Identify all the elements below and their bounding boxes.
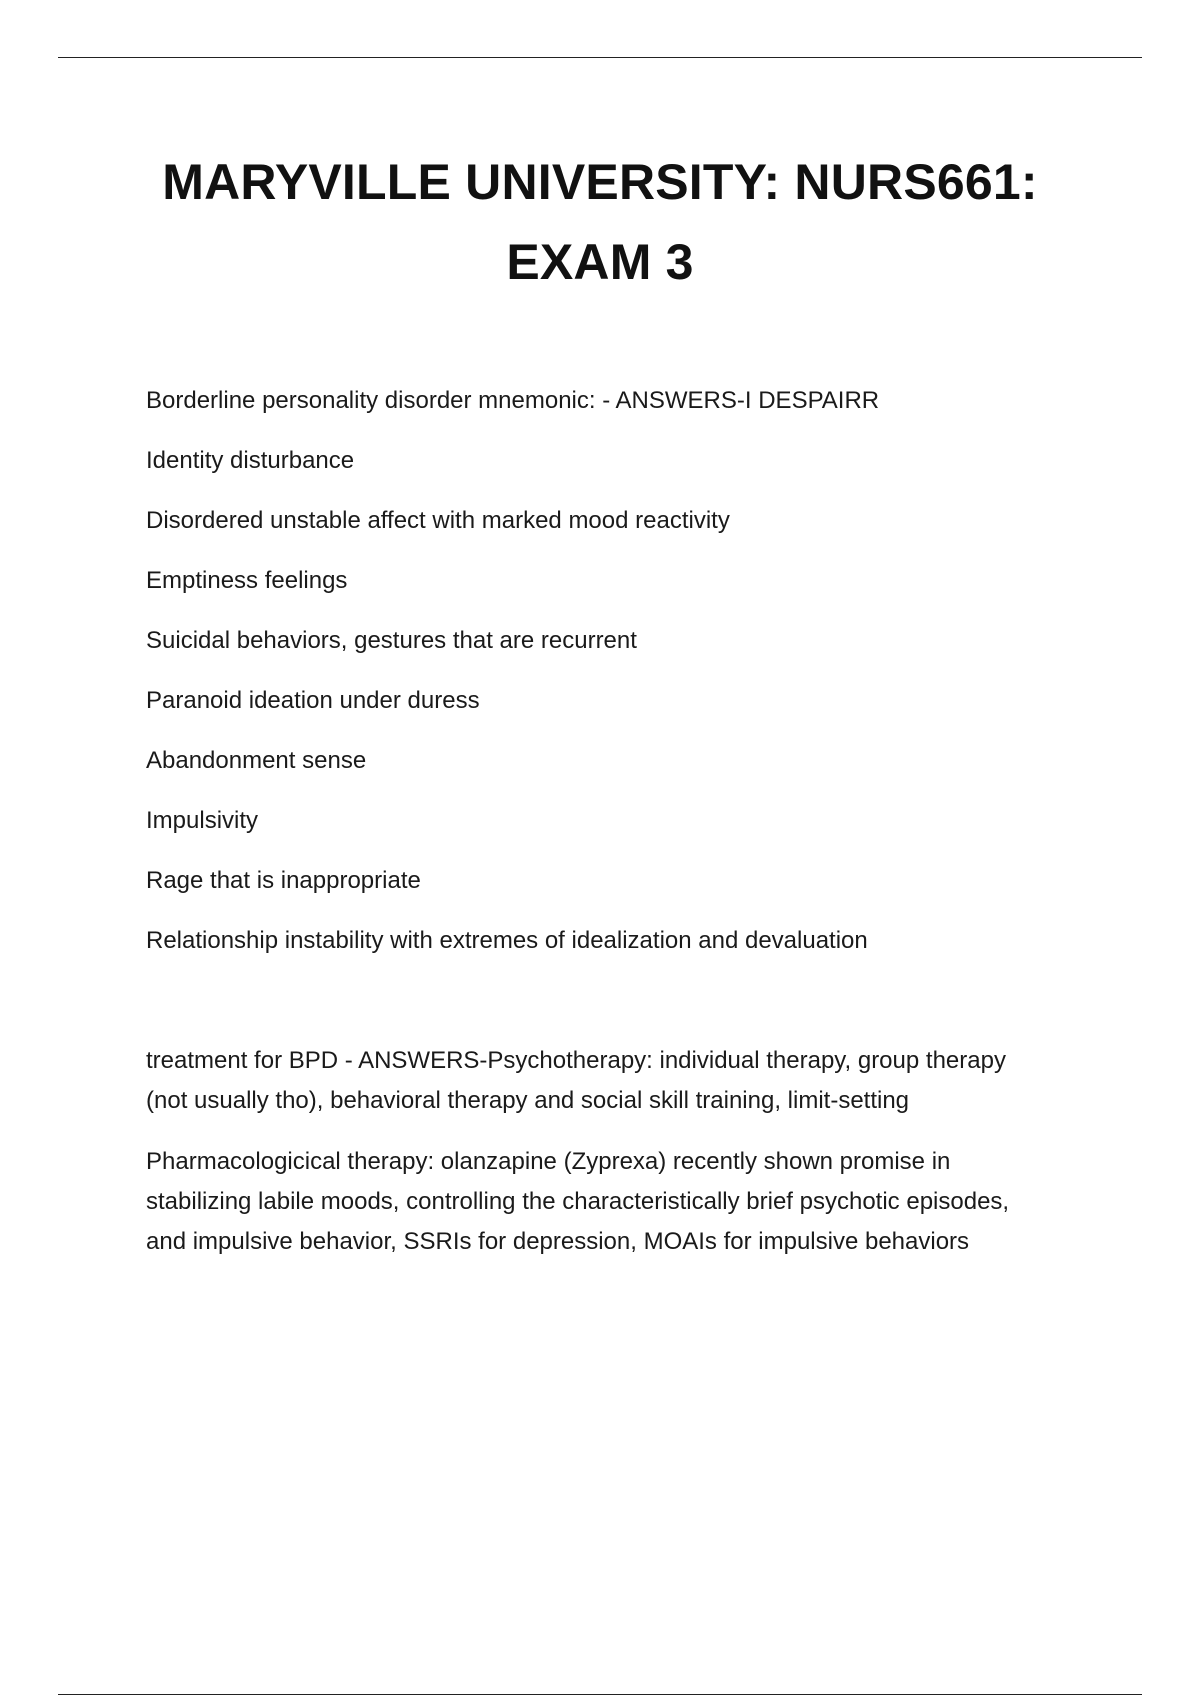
mnemonic-item: Emptiness feelings <box>146 567 348 594</box>
mnemonic-item: Disordered unstable affect with marked mood reactivity <box>146 507 730 534</box>
paragraph-line: stabilizing labile moods, controlling the characteristically brief psychotic episodes, <box>146 1188 1010 1215</box>
title-line-1: MARYVILLE UNIVERSITY: NURS661: <box>162 154 1038 210</box>
mnemonic-item: Paranoid ideation under duress <box>146 687 480 714</box>
paragraph-line: (not usually tho), behavioral therapy and social skill training, limit-setting <box>146 1087 910 1114</box>
treatment-pharmacological-paragraph <box>146 1142 1096 1262</box>
mnemonic-item: Identity disturbance <box>146 447 355 474</box>
mnemonic-item: Suicidal behaviors, gestures that are recurrent <box>146 627 637 654</box>
mnemonic-item: Impulsivity <box>146 807 259 834</box>
title-line-2: EXAM 3 <box>506 234 694 290</box>
paragraph-line: treatment for BPD - ANSWERS-Psychotherapy: individual therapy, group therapy <box>146 1047 1006 1074</box>
paragraph-line: Pharmacologicical therapy: olanzapine (Zyprexa) recently shown promise in <box>146 1148 951 1175</box>
document-title <box>100 142 1100 302</box>
section-spacer <box>146 983 1096 1041</box>
mnemonic-item: Rage that is inappropriate <box>146 867 421 894</box>
footer-rule <box>58 1694 1142 1695</box>
document-body <box>146 383 1096 1283</box>
mnemonic-question: Borderline personality disorder mnemonic: - ANSWERS-I DESPAIRR <box>146 387 880 414</box>
treatment-psychotherapy-paragraph <box>146 1041 1096 1121</box>
paragraph-line: and impulsive behavior, SSRIs for depression, MOAIs for impulsive behaviors <box>146 1228 970 1255</box>
mnemonic-item: Relationship instability with extremes of idealization and devaluation <box>146 927 868 954</box>
mnemonic-item: Abandonment sense <box>146 747 367 774</box>
header-rule <box>58 57 1142 58</box>
